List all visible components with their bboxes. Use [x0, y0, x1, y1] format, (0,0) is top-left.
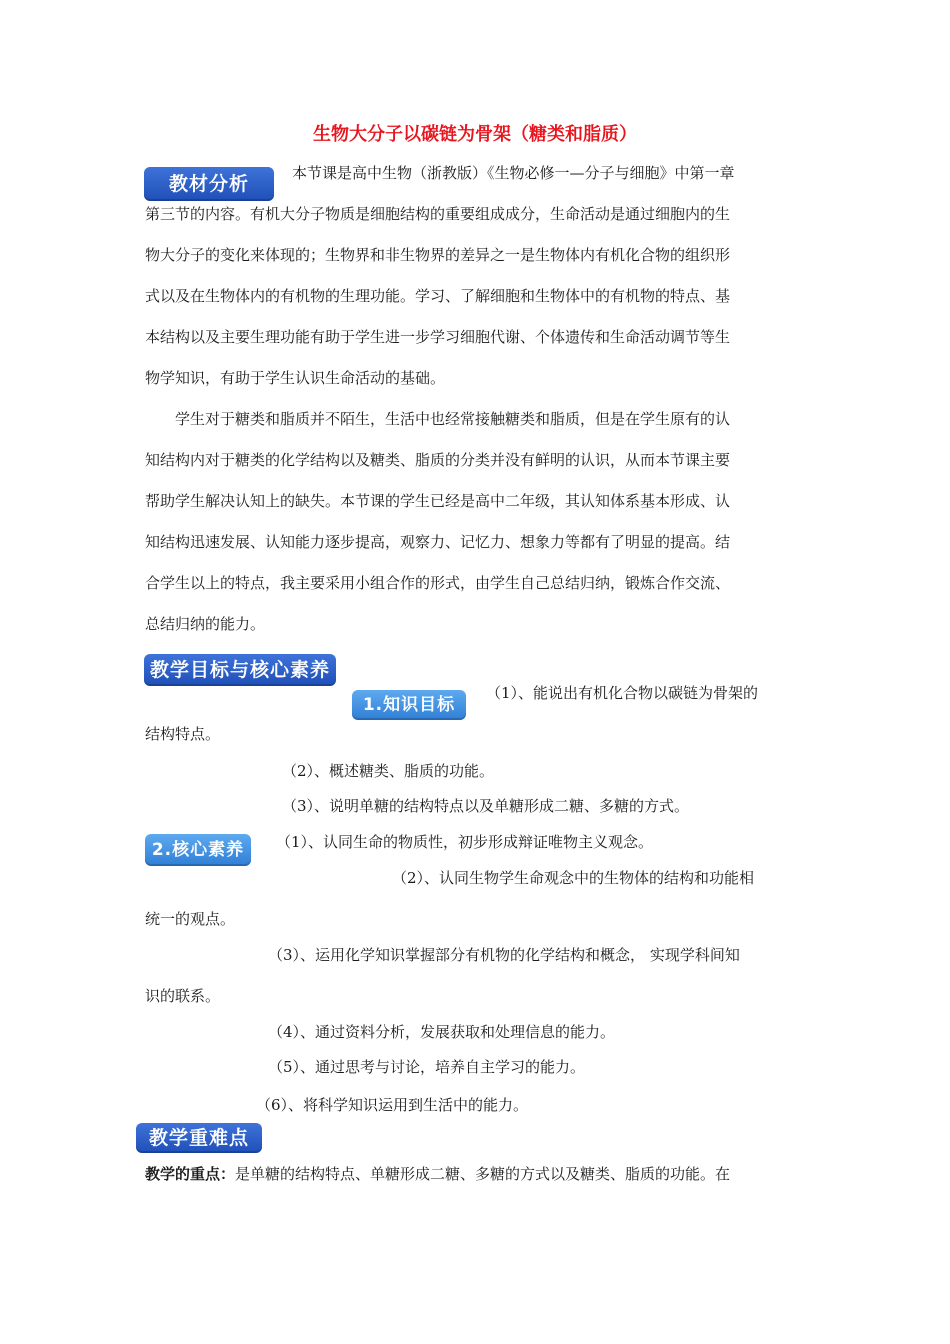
literacy-line: （2）、认同生物学生命观念中的生物体的结构和功能相	[392, 869, 755, 887]
literacy-line: （5）、通过思考与讨论，培养自主学习的能力。	[268, 1058, 586, 1076]
section-tag-knowledge-goal: 1.知识目标	[352, 690, 466, 720]
para2-line: 总结归纳的能力。	[145, 615, 266, 633]
para2-line: 学生对于糖类和脂质并不陌生，生活中也经常接触糖类和脂质，但是在学生原有的认	[175, 410, 731, 428]
para2-line: 合学生以上的特点，我主要采用小组合作的形式，由学生自己总结归纳，锻炼合作交流、	[145, 574, 731, 592]
document-title: 生物大分子以碳链为骨架（糖类和脂质）	[313, 124, 637, 145]
knowledge-line: （1）、能说出有机化合物以碳链为骨架的	[486, 684, 759, 702]
section-tag-material-analysis: 教材分析	[144, 167, 274, 201]
knowledge-line: （2）、概述糖类、脂质的功能。	[282, 762, 495, 780]
literacy-line: （6）、将科学知识运用到生活中的能力。	[256, 1096, 529, 1114]
knowledge-line: 结构特点。	[145, 725, 221, 743]
para2-line: 知结构内对于糖类的化学结构以及糖类、脂质的分类并没有鲜明的认识，从而本节课主要	[145, 451, 731, 469]
para2-line: 知结构迅速发展、认知能力逐步提高，观察力、记忆力、想象力等都有了明显的提高。结	[145, 533, 731, 551]
key-points-label: 教学的重点：	[145, 1165, 236, 1183]
literacy-line: 识的联系。	[145, 987, 221, 1005]
literacy-line: （3）、运用化学知识掌握部分有机物的化学结构和概念， 实现学科间知	[268, 946, 740, 964]
para1-line: 物学知识，有助于学生认识生命活动的基础。	[145, 369, 446, 387]
para1-line: 物大分子的变化来体现的；生物界和非生物界的差异之一是生物体内有机化合物的组织形	[145, 246, 731, 264]
section-tag-core-literacy: 2.核心素养	[145, 834, 251, 866]
para2-line: 帮助学生解决认知上的缺失。本节课的学生已经是高中二年级，其认知体系基本形成、认	[145, 492, 731, 510]
para1-line: 式以及在生物体内的有机物的生理功能。学习、了解细胞和生物体中的有机物的特点、基	[145, 287, 731, 305]
para1-line: 本结构以及主要生理功能有助于学生进一步学习细胞代谢、个体遗传和生命活动调节等生	[145, 328, 731, 346]
para1-line: 第三节的内容。有机大分子物质是细胞结构的重要组成成分，生命活动是通过细胞内的生	[145, 205, 731, 223]
literacy-line: （4）、通过资料分析，发展获取和处理信息的能力。	[268, 1023, 616, 1041]
key-points-text: 是单糖的结构特点、单糖形成二糖、多糖的方式以及糖类、脂质的功能。在	[235, 1165, 731, 1183]
knowledge-line: （3）、说明单糖的结构特点以及单糖形成二糖、多糖的方式。	[282, 797, 690, 815]
key-points-line	[145, 1163, 730, 1184]
literacy-line: （1）、认同生命的物质性，初步形成辩证唯物主义观念。	[276, 833, 654, 851]
para1-line: 本节课是高中生物（浙教版）《生物必修一—分子与细胞》中第一章	[292, 164, 735, 182]
literacy-line: 统一的观点。	[145, 910, 236, 928]
section-tag-objectives: 教学目标与核心素养	[144, 654, 336, 686]
section-tag-key-points: 教学重难点	[136, 1123, 262, 1153]
